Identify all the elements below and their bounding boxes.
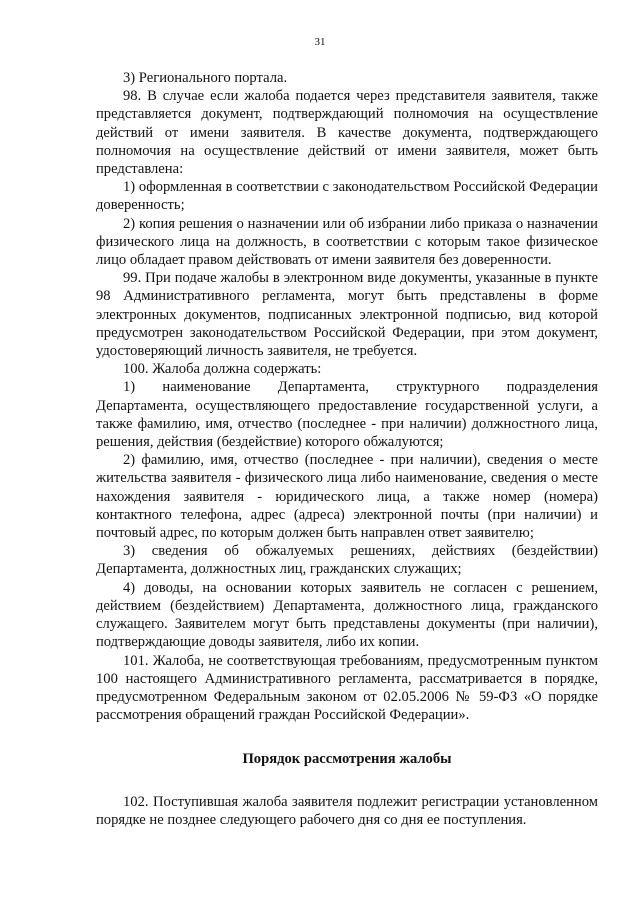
paragraph-item-3: 3) Регионального портала. bbox=[123, 70, 288, 86]
paragraph-98-item-1: 1) оформленная в соответствии с законодательством Российской Федерации доверенность; bbox=[96, 179, 598, 214]
page-body bbox=[96, 69, 598, 829]
paragraph-98: 98. В случае если жалоба подается через представителя заявителя, также представляется документ, подтверждающий полномочия на осуществление действий от имени заявителя. В качестве документа, подтверждающего полномочия на осуществление действий от имени заявителя, может быть представлена: bbox=[96, 88, 598, 178]
paragraph-99: 99. При подаче жалобы в электронном виде документы, указанные в пункте 98 Административного регламента, могут быть представлены в форме электронных документов, подписанных электронной подписью, вид которой предусмотрен законодательством Российской Федерации, при этом документ, удостоверяющий личность заявителя, не требуется. bbox=[96, 270, 598, 360]
paragraph-98-item-2: 2) копия решения о назначении или об избрании либо приказа о назначении физического лица на должность, в соответствии с которым такое физическое лицо обладает правом действовать от имени заявителя без доверенности. bbox=[96, 215, 598, 269]
paragraph-100-item-4: 4) доводы, на основании которых заявитель не согласен с решением, действием (бездействием) Департамента, должностного лица, гражданского служащего. Заявителем могут быть представлены документы (при наличии), подтверждающие доводы заявителя, либо их копии. bbox=[96, 579, 598, 651]
paragraph-101: 101. Жалоба, не соответствующая требованиям, предусмотренным пунктом 100 настоящего Административного регламента, рассматривается в порядке, предусмотренном Федеральным законом от 02.05.2006 № 59-ФЗ «О порядке рассмотрения обращений граждан Российской Федерации». bbox=[96, 652, 598, 724]
paragraph-100: 100. Жалоба должна содержать: bbox=[123, 361, 322, 378]
page-number: 31 bbox=[314, 36, 326, 48]
paragraph-100-item-2: 2) фамилию, имя, отчество (последнее - при наличии), сведения о месте жительства заявителя - физического лица либо наименование, сведения о месте нахождения заявителя - юридического лица, а также номер (номера) контактного телефона, адрес (адреса) электронной почты (при наличии) и почтовый адрес, по которым должен быть направлен ответ заявителю; bbox=[96, 452, 598, 542]
paragraph-102: 102. Поступившая жалоба заявителя подлежит регистрации установленном порядке не позднее следующего рабочего дня со дня ее поступления. bbox=[96, 793, 598, 828]
paragraph-100-item-3: 3) сведения об обжалуемых решениях, действиях (бездействии) Департамента, должностных лиц, гражданских служащих; bbox=[96, 543, 598, 578]
section-heading: Порядок рассмотрения жалобы bbox=[242, 751, 452, 768]
paragraph-100-item-1: 1) наименование Департамента, структурного подразделения Департамента, осуществляющего предоставление государственной услуги, а также фамилию, имя, отчество (последнее - при наличии) должностного лица, решения, действия (бездействие) которого обжалуются; bbox=[96, 379, 598, 451]
